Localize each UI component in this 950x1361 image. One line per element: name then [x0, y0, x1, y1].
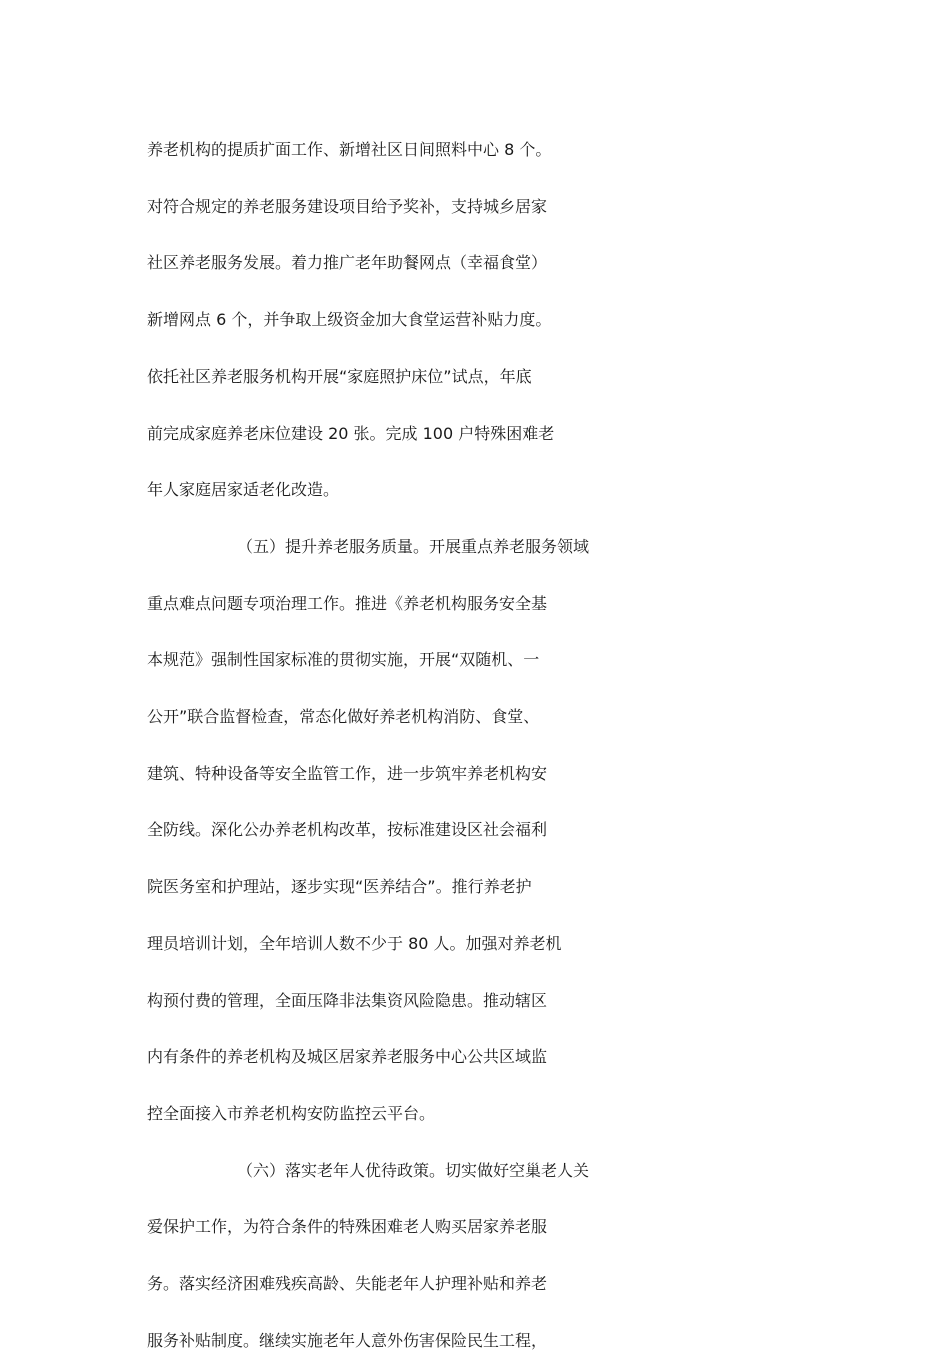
section-heading-line: （六）落实老年人优待政策。切实做好空巢老人关: [237, 1161, 590, 1180]
text-line: 依托社区养老服务机构开展“家庭照护床位”试点，年底: [147, 367, 532, 386]
text-line: 年人家庭居家适老化改造。: [147, 480, 340, 499]
text-line: 前完成家庭养老床位建设 20 张。完成 100 户特殊困难老: [147, 424, 555, 443]
text-line: 服务补贴制度。继续实施老年人意外伤害保险民生工程，: [147, 1331, 548, 1350]
text-line: 务。落实经济困难残疾高龄、失能老年人护理补贴和养老: [147, 1274, 548, 1293]
text-line: 本规范》强制性国家标准的贯彻实施，开展“双随机、一: [147, 650, 540, 669]
text-line: 社区养老服务发展。着力推广老年助餐网点（幸福食堂）: [147, 253, 548, 272]
text-line: 养老机构的提质扩面工作、新增社区日间照料中心 8 个。: [147, 140, 552, 159]
text-line: 内有条件的养老机构及城区居家养老服务中心公共区域监: [147, 1047, 548, 1066]
text-line: 公开”联合监督检查，常态化做好养老机构消防、食堂、: [147, 707, 540, 726]
section-heading-line: （五）提升养老服务质量。开展重点养老服务领域: [237, 537, 590, 556]
text-line: 构预付费的管理，全面压降非法集资风险隐患。推动辖区: [147, 991, 548, 1010]
text-line: 对符合规定的养老服务建设项目给予奖补，支持城乡居家: [147, 197, 548, 216]
text-line: 新增网点 6 个，并争取上级资金加大食堂运营补贴力度。: [147, 310, 552, 329]
text-line: 建筑、特种设备等安全监管工作，进一步筑牢养老机构安: [147, 764, 548, 783]
text-line: 全防线。深化公办养老机构改革，按标准建设区社会福利: [147, 820, 548, 839]
text-line: 院医务室和护理站，逐步实现“医养结合”。推行养老护: [147, 877, 532, 896]
text-line: 重点难点问题专项治理工作。推进《养老机构服务安全基: [147, 594, 548, 613]
text-line: 爱保护工作，为符合条件的特殊困难老人购买居家养老服: [147, 1217, 548, 1236]
text-line: 理员培训计划，全年培训人数不少于 80 人。加强对养老机: [147, 934, 562, 953]
text-line: 控全面接入市养老机构安防监控云平台。: [147, 1104, 436, 1123]
